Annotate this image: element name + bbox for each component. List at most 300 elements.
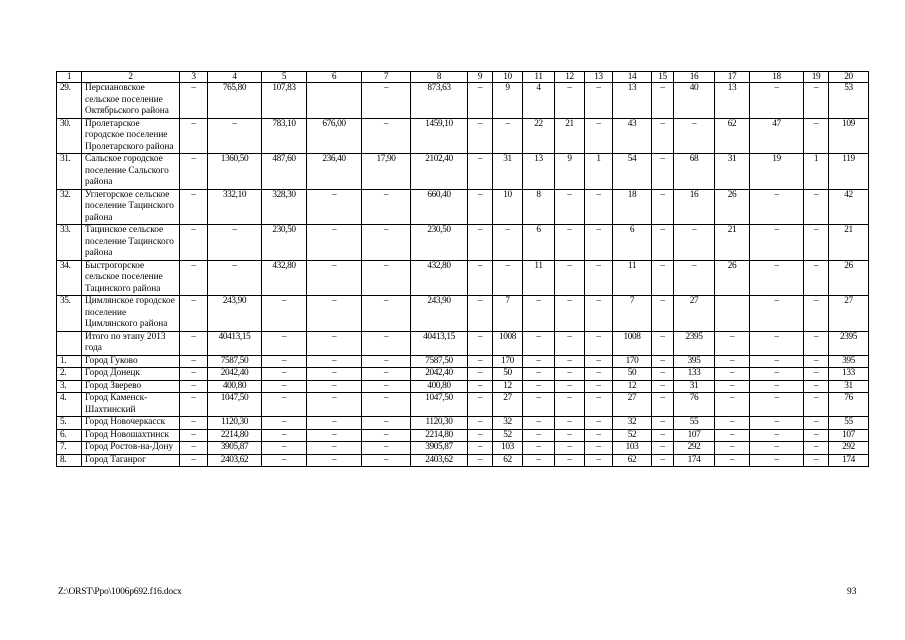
cell-value: – xyxy=(468,296,493,332)
cell-value: – xyxy=(804,393,829,417)
table-row xyxy=(57,83,869,119)
cell-value: – xyxy=(468,225,493,261)
cell-value: – xyxy=(262,331,307,355)
cell-value: – xyxy=(180,154,208,190)
cell-value: – xyxy=(468,154,493,190)
cell-value: – xyxy=(523,393,555,417)
cell-value: 31 xyxy=(715,154,750,190)
cell-value: 1 xyxy=(585,154,613,190)
cell-value: 6 xyxy=(523,225,555,261)
cell-value: – xyxy=(468,260,493,296)
cell-value: – xyxy=(468,454,493,467)
table-row xyxy=(57,118,869,154)
table-row xyxy=(57,331,869,355)
cell-value: – xyxy=(804,429,829,442)
cell-value: – xyxy=(804,225,829,261)
cell-value: – xyxy=(585,118,613,154)
cell-value: 11 xyxy=(613,260,652,296)
cell-value: – xyxy=(804,83,829,119)
cell-value: – xyxy=(180,260,208,296)
cell-value: – xyxy=(262,442,307,455)
table-row xyxy=(57,454,869,467)
cell-value: – xyxy=(307,368,362,381)
cell-value: – xyxy=(750,454,804,467)
municipality-name: Город Таганрог xyxy=(82,454,180,467)
cell-value: – xyxy=(493,225,523,261)
cell-value: 1047,50 xyxy=(208,393,262,417)
cell-value: 432,80 xyxy=(262,260,307,296)
row-index: 4. xyxy=(57,393,82,417)
cell-value: 32 xyxy=(493,417,523,430)
cell-value: – xyxy=(468,380,493,393)
cell-value: 2102,40 xyxy=(411,154,468,190)
cell-value: – xyxy=(180,296,208,332)
cell-value: – xyxy=(750,417,804,430)
row-index: 5. xyxy=(57,417,82,430)
cell-value: – xyxy=(468,331,493,355)
cell-value: 660,40 xyxy=(411,189,468,225)
cell-value: – xyxy=(180,442,208,455)
cell-value: 62 xyxy=(493,454,523,467)
row-index: 3. xyxy=(57,380,82,393)
cell-value: – xyxy=(362,83,411,119)
cell-value: – xyxy=(362,429,411,442)
municipality-name: Быстрогорское сельское поселение Тацинского района xyxy=(82,260,180,296)
cell-value: – xyxy=(307,417,362,430)
municipality-name: Персиановское сельское поселение Октябрьского района xyxy=(82,83,180,119)
column-number: 12 xyxy=(555,72,585,83)
cell-value: 107 xyxy=(829,429,869,442)
cell-value: – xyxy=(180,118,208,154)
cell-value: 107,83 xyxy=(262,83,307,119)
cell-value: – xyxy=(555,368,585,381)
cell-value: – xyxy=(362,331,411,355)
column-number: 13 xyxy=(585,72,613,83)
table-row xyxy=(57,368,869,381)
cell-value: 3905,87 xyxy=(411,442,468,455)
page-number: 93 xyxy=(847,587,857,597)
cell-value: 2214,80 xyxy=(411,429,468,442)
cell-value: – xyxy=(804,296,829,332)
cell-value: – xyxy=(652,454,674,467)
cell-value: – xyxy=(555,454,585,467)
cell-value: 27 xyxy=(493,393,523,417)
cell-value: – xyxy=(652,417,674,430)
cell-value: 133 xyxy=(674,368,715,381)
cell-value: 1459,10 xyxy=(411,118,468,154)
cell-value: 873,63 xyxy=(411,83,468,119)
cell-value: – xyxy=(208,118,262,154)
municipality-name: Город Зверево xyxy=(82,380,180,393)
cell-value: – xyxy=(652,189,674,225)
cell-value: – xyxy=(468,368,493,381)
cell-value: – xyxy=(362,260,411,296)
cell-value: – xyxy=(555,380,585,393)
row-index: 1. xyxy=(57,355,82,368)
cell-value: 10 xyxy=(493,189,523,225)
cell-value: 328,30 xyxy=(262,189,307,225)
cell-value: – xyxy=(307,296,362,332)
cell-value: 103 xyxy=(613,442,652,455)
row-index: 6. xyxy=(57,429,82,442)
cell-value: 7587,50 xyxy=(208,355,262,368)
cell-value: – xyxy=(674,118,715,154)
cell-value: – xyxy=(468,355,493,368)
cell-value: – xyxy=(523,380,555,393)
cell-value: 21 xyxy=(555,118,585,154)
cell-value: – xyxy=(804,118,829,154)
cell-value: 230,50 xyxy=(411,225,468,261)
cell-value: – xyxy=(262,368,307,381)
cell-value: – xyxy=(804,380,829,393)
table-row xyxy=(57,189,869,225)
cell-value: – xyxy=(180,429,208,442)
cell-value: – xyxy=(468,393,493,417)
cell-value: – xyxy=(180,380,208,393)
cell-value: – xyxy=(585,355,613,368)
cell-value: 53 xyxy=(829,83,869,119)
cell-value: – xyxy=(523,454,555,467)
column-number: 2 xyxy=(82,72,180,83)
footer-file-path: Z:\ORST\Ppo\1006p692.f16.docx xyxy=(58,587,182,597)
cell-value: – xyxy=(362,189,411,225)
cell-value: 26 xyxy=(715,260,750,296)
cell-value: 765,80 xyxy=(208,83,262,119)
cell-value: – xyxy=(652,393,674,417)
cell-value: – xyxy=(362,296,411,332)
cell-value: – xyxy=(362,442,411,455)
cell-value: – xyxy=(307,189,362,225)
cell-value: 395 xyxy=(829,355,869,368)
cell-value: – xyxy=(468,442,493,455)
cell-value: 170 xyxy=(493,355,523,368)
cell-value: 1120,30 xyxy=(208,417,262,430)
cell-value: – xyxy=(180,368,208,381)
cell-value: – xyxy=(180,331,208,355)
municipality-name: Город Гуково xyxy=(82,355,180,368)
column-number: 8 xyxy=(411,72,468,83)
cell-value xyxy=(307,83,362,119)
cell-value: – xyxy=(804,355,829,368)
cell-value: – xyxy=(523,368,555,381)
cell-value: 174 xyxy=(674,454,715,467)
cell-value: 31 xyxy=(493,154,523,190)
row-index: 29. xyxy=(57,83,82,119)
cell-value: – xyxy=(715,429,750,442)
cell-value: – xyxy=(307,442,362,455)
cell-value: – xyxy=(804,189,829,225)
cell-value: – xyxy=(262,296,307,332)
column-number: 11 xyxy=(523,72,555,83)
cell-value: – xyxy=(585,296,613,332)
cell-value: – xyxy=(652,296,674,332)
row-index: 2. xyxy=(57,368,82,381)
cell-value: 2395 xyxy=(674,331,715,355)
cell-value: – xyxy=(262,417,307,430)
cell-value: – xyxy=(555,296,585,332)
cell-value: 174 xyxy=(829,454,869,467)
cell-value: – xyxy=(750,83,804,119)
cell-value: 13 xyxy=(715,83,750,119)
cell-value: 54 xyxy=(613,154,652,190)
cell-value: – xyxy=(585,442,613,455)
cell-value: 1120,30 xyxy=(411,417,468,430)
cell-value: 55 xyxy=(829,417,869,430)
cell-value: – xyxy=(555,83,585,119)
row-index: 30. xyxy=(57,118,82,154)
cell-value: – xyxy=(750,260,804,296)
cell-value: – xyxy=(307,429,362,442)
cell-value: 2042,40 xyxy=(208,368,262,381)
cell-value: 21 xyxy=(715,225,750,261)
cell-value: – xyxy=(307,225,362,261)
cell-value: – xyxy=(750,296,804,332)
cell-value: 16 xyxy=(674,189,715,225)
table-row xyxy=(57,417,869,430)
cell-value: – xyxy=(652,442,674,455)
cell-value: – xyxy=(555,331,585,355)
column-number: 9 xyxy=(468,72,493,83)
cell-value: – xyxy=(652,429,674,442)
row-index: 32. xyxy=(57,189,82,225)
cell-value: – xyxy=(523,355,555,368)
municipality-name: Углегорское сельское поселение Тацинского района xyxy=(82,189,180,225)
cell-value: 27 xyxy=(613,393,652,417)
cell-value: 2042,40 xyxy=(411,368,468,381)
cell-value: – xyxy=(262,393,307,417)
cell-value: 400,80 xyxy=(411,380,468,393)
municipality-name: Цимлянское городское поселение Цимлянского района xyxy=(82,296,180,332)
cell-value: – xyxy=(585,368,613,381)
table-row xyxy=(57,225,869,261)
cell-value: 43 xyxy=(613,118,652,154)
cell-value: 8 xyxy=(523,189,555,225)
cell-value: – xyxy=(468,417,493,430)
cell-value: 243,90 xyxy=(208,296,262,332)
cell-value: – xyxy=(262,380,307,393)
cell-value: 40413,15 xyxy=(411,331,468,355)
column-number: 17 xyxy=(715,72,750,83)
cell-value: – xyxy=(652,355,674,368)
cell-value: 103 xyxy=(493,442,523,455)
cell-value: – xyxy=(585,260,613,296)
row-index: 7. xyxy=(57,442,82,455)
cell-value: 1360,50 xyxy=(208,154,262,190)
cell-value: – xyxy=(555,355,585,368)
cell-value: – xyxy=(750,355,804,368)
cell-value: – xyxy=(715,331,750,355)
cell-value: – xyxy=(585,331,613,355)
cell-value: 52 xyxy=(613,429,652,442)
column-number: 7 xyxy=(362,72,411,83)
column-number: 6 xyxy=(307,72,362,83)
cell-value: 9 xyxy=(493,83,523,119)
cell-value: – xyxy=(652,260,674,296)
cell-value: 17,90 xyxy=(362,154,411,190)
cell-value: 783,10 xyxy=(262,118,307,154)
cell-value: – xyxy=(307,331,362,355)
cell-value: 27 xyxy=(674,296,715,332)
cell-value: – xyxy=(208,260,262,296)
cell-value: – xyxy=(585,454,613,467)
cell-value: 32 xyxy=(613,417,652,430)
municipality-name: Город Новошахтинск xyxy=(82,429,180,442)
cell-value: 1008 xyxy=(493,331,523,355)
cell-value: – xyxy=(523,331,555,355)
cell-value: 19 xyxy=(750,154,804,190)
cell-value: 6 xyxy=(613,225,652,261)
cell-value: – xyxy=(652,380,674,393)
cell-value: – xyxy=(307,454,362,467)
cell-value: 27 xyxy=(829,296,869,332)
cell-value: – xyxy=(362,454,411,467)
cell-value: – xyxy=(715,380,750,393)
table-row xyxy=(57,296,869,332)
cell-value: – xyxy=(262,429,307,442)
cell-value: 7 xyxy=(493,296,523,332)
cell-value: – xyxy=(750,331,804,355)
cell-value: – xyxy=(750,368,804,381)
cell-value: – xyxy=(715,442,750,455)
cell-value: – xyxy=(750,380,804,393)
column-number: 20 xyxy=(829,72,869,83)
row-index xyxy=(57,331,82,355)
cell-value: 31 xyxy=(829,380,869,393)
cell-value: 31 xyxy=(674,380,715,393)
column-number: 15 xyxy=(652,72,674,83)
cell-value: 400,80 xyxy=(208,380,262,393)
cell-value: – xyxy=(307,260,362,296)
cell-value: 170 xyxy=(613,355,652,368)
table-row xyxy=(57,442,869,455)
cell-value: – xyxy=(208,225,262,261)
cell-value: – xyxy=(362,225,411,261)
cell-value: – xyxy=(523,442,555,455)
cell-value: 1 xyxy=(804,154,829,190)
cell-value: 4 xyxy=(523,83,555,119)
cell-value: 292 xyxy=(829,442,869,455)
table-header-row xyxy=(57,72,869,83)
cell-value: 487,60 xyxy=(262,154,307,190)
row-index: 8. xyxy=(57,454,82,467)
cell-value: 7587,50 xyxy=(411,355,468,368)
cell-value: 21 xyxy=(829,225,869,261)
cell-value: 230,50 xyxy=(262,225,307,261)
column-number: 4 xyxy=(208,72,262,83)
cell-value: – xyxy=(750,393,804,417)
cell-value: 12 xyxy=(493,380,523,393)
cell-value: 1008 xyxy=(613,331,652,355)
cell-value: – xyxy=(715,355,750,368)
cell-value: – xyxy=(585,83,613,119)
cell-value: – xyxy=(180,355,208,368)
cell-value: 1047,50 xyxy=(411,393,468,417)
cell-value: – xyxy=(585,380,613,393)
cell-value: 292 xyxy=(674,442,715,455)
cell-value: 62 xyxy=(715,118,750,154)
cell-value: 2395 xyxy=(829,331,869,355)
cell-value: – xyxy=(307,380,362,393)
cell-value: 7 xyxy=(613,296,652,332)
cell-value: 236,40 xyxy=(307,154,362,190)
cell-value: 18 xyxy=(613,189,652,225)
cell-value: – xyxy=(555,225,585,261)
cell-value: 76 xyxy=(829,393,869,417)
cell-value: – xyxy=(523,429,555,442)
cell-value: – xyxy=(523,417,555,430)
cell-value: 432,80 xyxy=(411,260,468,296)
column-number: 5 xyxy=(262,72,307,83)
cell-value: – xyxy=(362,355,411,368)
cell-value: – xyxy=(652,368,674,381)
municipality-name: Город Донецк xyxy=(82,368,180,381)
cell-value: – xyxy=(180,83,208,119)
table-row xyxy=(57,429,869,442)
cell-value: – xyxy=(180,189,208,225)
row-index: 34. xyxy=(57,260,82,296)
cell-value: – xyxy=(804,368,829,381)
column-number: 18 xyxy=(750,72,804,83)
cell-value: 2403,62 xyxy=(208,454,262,467)
cell-value: – xyxy=(715,368,750,381)
cell-value: – xyxy=(468,83,493,119)
cell-value: – xyxy=(362,368,411,381)
cell-value: – xyxy=(180,225,208,261)
cell-value: – xyxy=(555,393,585,417)
cell-value: – xyxy=(715,417,750,430)
cell-value: 13 xyxy=(613,83,652,119)
cell-value: – xyxy=(585,393,613,417)
cell-value: – xyxy=(715,454,750,467)
column-number: 16 xyxy=(674,72,715,83)
cell-value: 107 xyxy=(674,429,715,442)
cell-value: 13 xyxy=(523,154,555,190)
municipality-name: Пролетарское городское поселение Пролетарского района xyxy=(82,118,180,154)
cell-value: 119 xyxy=(829,154,869,190)
row-index: 33. xyxy=(57,225,82,261)
cell-value: – xyxy=(804,417,829,430)
cell-value: – xyxy=(362,417,411,430)
municipality-name: Город Новочеркасск xyxy=(82,417,180,430)
cell-value: – xyxy=(585,189,613,225)
column-number: 19 xyxy=(804,72,829,83)
cell-value: 22 xyxy=(523,118,555,154)
cell-value: – xyxy=(585,417,613,430)
cell-value: 62 xyxy=(613,454,652,467)
cell-value: – xyxy=(585,429,613,442)
cell-value: – xyxy=(555,417,585,430)
cell-value: 50 xyxy=(613,368,652,381)
cell-value: 2214,80 xyxy=(208,429,262,442)
cell-value: – xyxy=(493,118,523,154)
cell-value: 55 xyxy=(674,417,715,430)
cell-value: 9 xyxy=(555,154,585,190)
cell-value: – xyxy=(674,225,715,261)
cell-value: – xyxy=(468,189,493,225)
cell-value: – xyxy=(362,118,411,154)
cell-value: 133 xyxy=(829,368,869,381)
cell-value: – xyxy=(262,454,307,467)
cell-value: 109 xyxy=(829,118,869,154)
cell-value: – xyxy=(468,118,493,154)
cell-value: 12 xyxy=(613,380,652,393)
cell-value: 11 xyxy=(523,260,555,296)
municipality-name: Город Ростов-на-Дону xyxy=(82,442,180,455)
table-row xyxy=(57,154,869,190)
cell-value: 50 xyxy=(493,368,523,381)
cell-value: – xyxy=(652,331,674,355)
cell-value: – xyxy=(180,393,208,417)
